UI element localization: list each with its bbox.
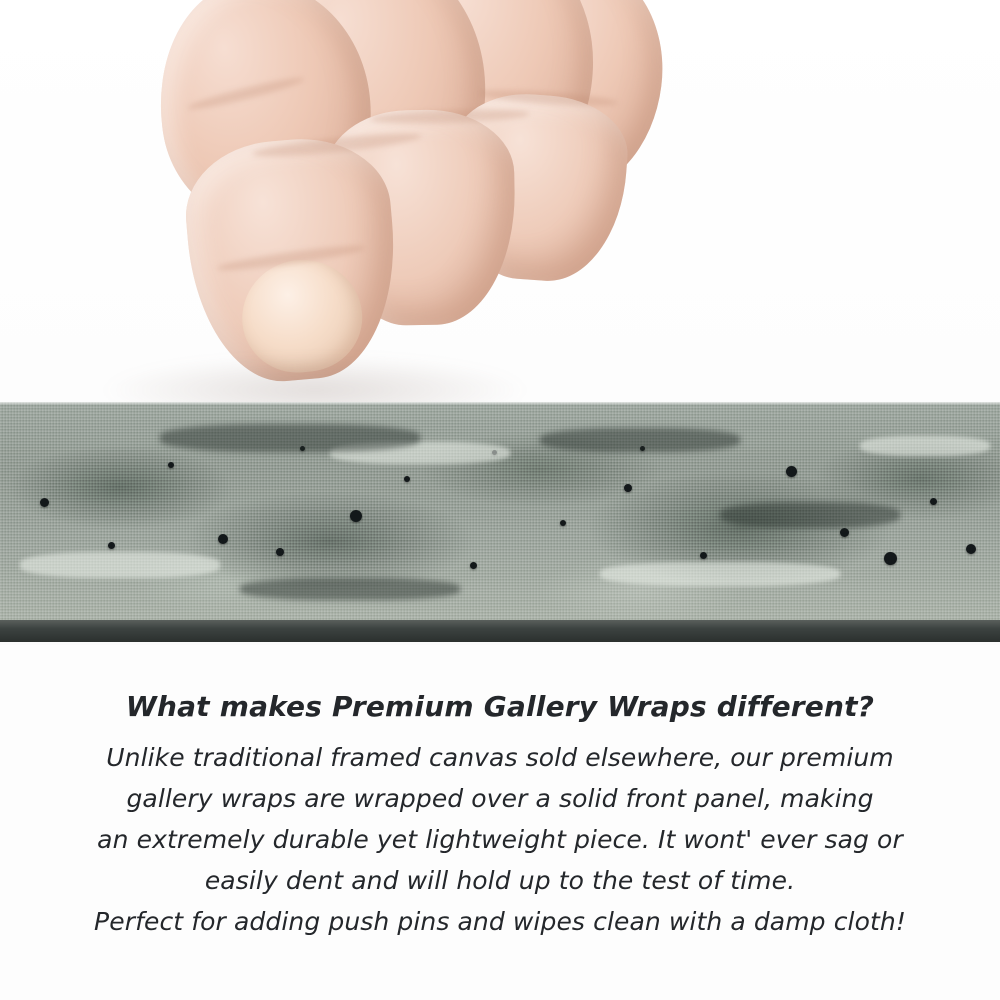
caption-line-4: easily dent and will hold up to the test of time.: [204, 866, 796, 895]
canvas-top-highlight: [0, 402, 1000, 405]
caption-line-5: Perfect for adding push pins and wipes clean with a damp cloth!: [94, 907, 906, 936]
canvas-bottom-edge: [0, 620, 1000, 642]
caption-title: What makes Premium Gallery Wraps different?: [125, 690, 875, 723]
canvas-edge-strip: [0, 402, 1000, 645]
caption-line-2: gallery wraps are wrapped over a solid front panel, making: [126, 784, 874, 813]
caption-line-3: an extremely durable yet lightweight piece. It wont' ever sag or: [97, 825, 903, 854]
caption-line-1: Unlike traditional framed canvas sold elsewhere, our premium: [106, 743, 894, 772]
caption-block: [0, 690, 1000, 942]
canvas-speckles: [0, 402, 1000, 627]
